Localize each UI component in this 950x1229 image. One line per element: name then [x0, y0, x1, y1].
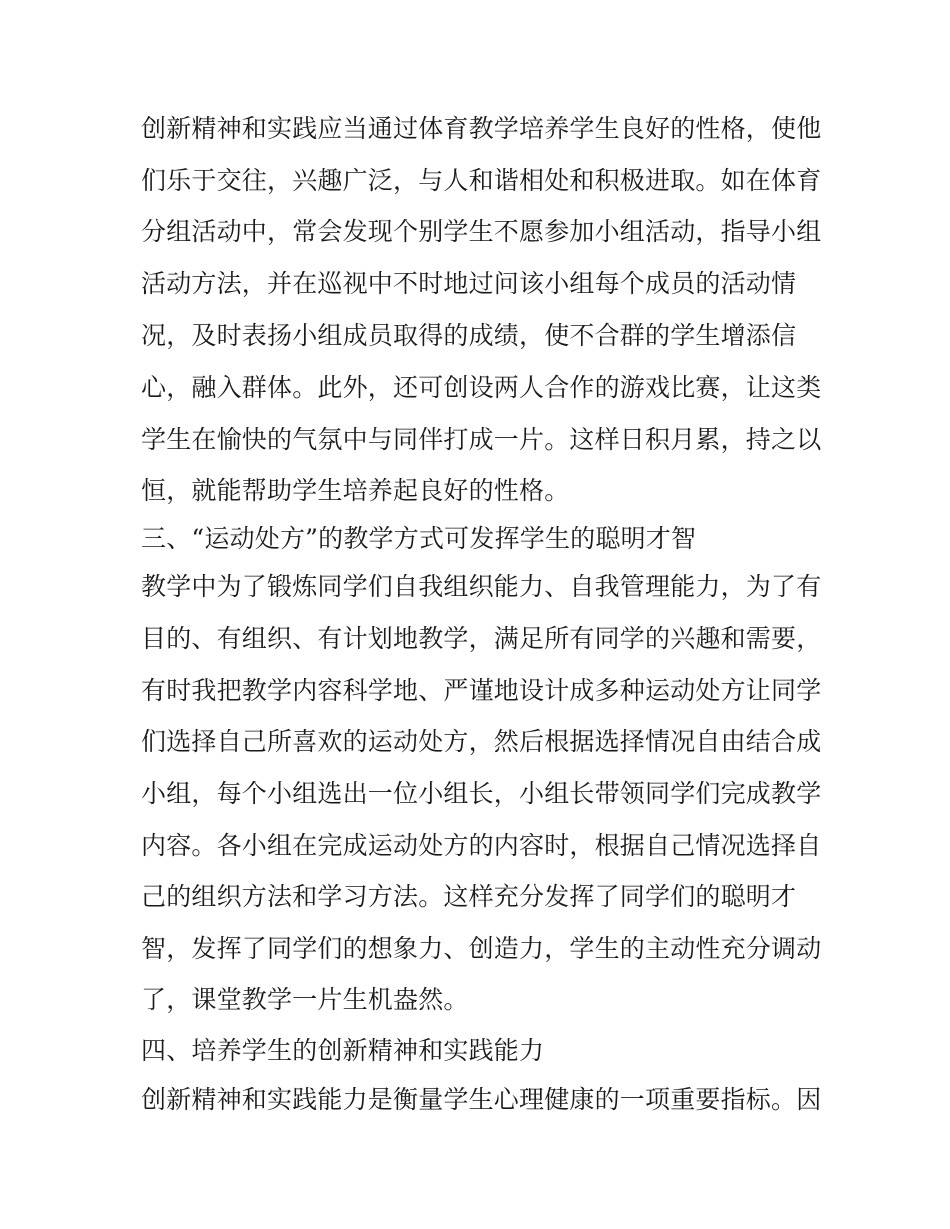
text-line: 智，发挥了同学们的想象力、创造力，学生的主动性充分调动	[141, 934, 822, 963]
text-line: 目的、有组织、有计划地教学，满足所有同学的兴趣和需要，	[141, 624, 822, 653]
text-line: 们乐于交往，兴趣广泛，与人和谐相处和积极进取。如在体育	[141, 166, 822, 195]
text-line: 内容。各小组在完成运动处方的内容时，根据自己情况选择自	[141, 831, 822, 860]
section-heading: 四、培养学生的创新精神和实践能力	[141, 1036, 545, 1065]
text-line: 分组活动中，常会发现个别学生不愿参加小组活动，指导小组	[141, 217, 822, 246]
text-line: 了，课堂教学一片生机盎然。	[141, 985, 469, 1014]
text-line: 己的组织方法和学习方法。这样充分发挥了同学们的聪明才	[141, 882, 797, 911]
text-line: 心，融入群体。此外，还可创设两人合作的游戏比赛，让这类	[141, 373, 822, 402]
text-line: 小组，每个小组选出一位小组长，小组长带领同学们完成教学	[141, 779, 822, 808]
text-line: 教学中为了锻炼同学们自我组织能力、自我管理能力，为了有	[141, 572, 822, 601]
text-line: 创新精神和实践应当通过体育教学培养学生良好的性格，使他	[141, 114, 822, 143]
text-line: 况，及时表扬小组成员取得的成绩，使不合群的学生增添信	[141, 321, 797, 350]
text-line: 们选择自己所喜欢的运动处方，然后根据选择情况自由结合成	[141, 727, 822, 756]
text-line: 恒，就能帮助学生培养起良好的性格。	[141, 476, 570, 505]
text-line: 有时我把教学内容科学地、严谨地设计成多种运动处方让同学	[141, 676, 822, 705]
text-line: 创新精神和实践能力是衡量学生心理健康的一项重要指标。因	[141, 1085, 822, 1114]
text-line: 学生在愉快的气氛中与同伴打成一片。这样日积月累，持之以	[141, 425, 822, 454]
text-line: 活动方法，并在巡视中不时地过问该小组每个成员的活动情	[141, 269, 797, 298]
section-heading: 三、“运动处方”的教学方式可发挥学生的聪明才智	[141, 524, 697, 553]
